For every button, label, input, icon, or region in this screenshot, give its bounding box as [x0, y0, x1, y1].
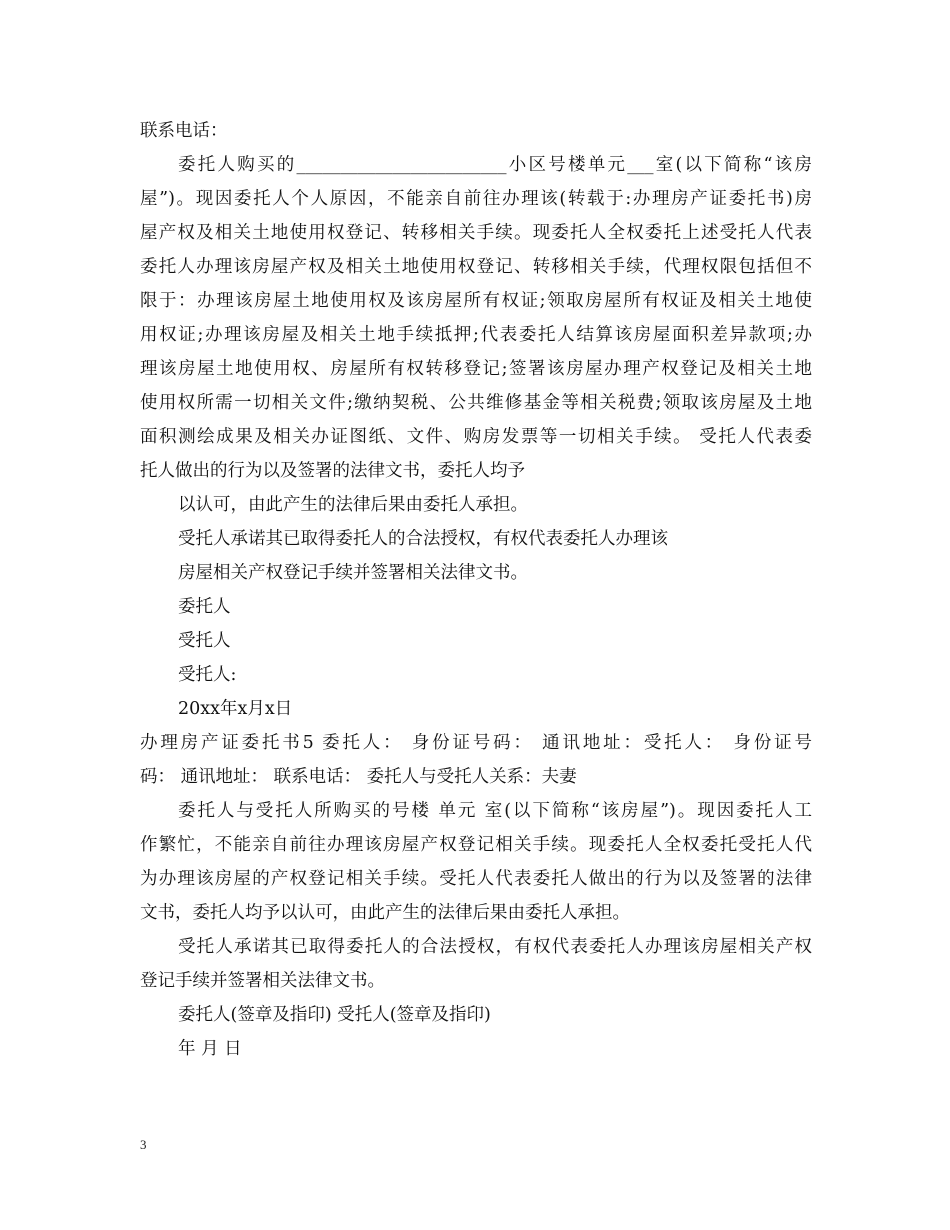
paragraph-line: 为办理该房屋的产权登记相关手续。受托人代表委托人做出的行为以及签署的法律 — [140, 869, 812, 889]
paragraph-line: 以认可，由此产生的法律后果由委托人承担。 — [178, 495, 528, 515]
page-number: 3 — [140, 1137, 147, 1152]
paragraph-line: 委托人购买的________________________小区号楼单元___室(以下简称“该房 — [178, 155, 812, 175]
section-heading-line: 办理房产证委托书5 委托人： 身份证号码： 通讯地址：受托人： 身份证号 — [140, 733, 812, 753]
principal-label: 委托人 — [178, 597, 231, 617]
paragraph-line: 面积测绘成果及相关办证图纸、文件、购房发票等一切相关手续。 受托人代表委 — [140, 427, 812, 447]
paragraph-line: 托人做出的行为以及签署的法律文书，委托人均予 — [140, 461, 525, 481]
agent-label: 受托人: — [178, 665, 237, 685]
signature-line: 委托人(签章及指印) 受托人(签章及指印) — [178, 1005, 491, 1025]
paragraph-line: 屋产权及相关土地使用权登记、转移相关手续。现委托人全权委托上述受托人代表 — [140, 223, 812, 243]
paragraph-line: 码： 通讯地址： 联系电话： 委托人与受托人关系：夫妻 — [140, 767, 577, 787]
paragraph-line: 使用权所需一切相关文件;缴纳契税、公共维修基金等相关税费;领取该房屋及土地 — [140, 393, 812, 413]
paragraph-line: 受托人承诺其已取得委托人的合法授权，有权代表委托人办理该房屋相关产权 — [178, 937, 812, 957]
paragraph-line: 文书，委托人均予以认可，由此产生的法律后果由委托人承担。 — [140, 903, 630, 923]
paragraph-line: 委托人办理该房屋产权及相关土地使用权登记、转移相关手续，代理权限包括但不 — [140, 257, 812, 277]
date-line: 20xx年x月x日 — [178, 699, 293, 719]
paragraph-line: 登记手续并签署相关法律文书。 — [140, 971, 385, 991]
paragraph-line: 委托人与受托人所购买的号楼 单元 室(以下简称“该房屋”)。现因委托人工 — [178, 801, 812, 821]
paragraph-line: 理该房屋土地使用权、房屋所有权转移登记;签署该房屋办理产权登记及相关土地 — [140, 359, 812, 379]
paragraph-line: 用权证;办理该房屋及相关土地手续抵押;代表委托人结算该房屋面积差异款项;办 — [140, 325, 812, 345]
contact-phone-label: 联系电话： — [140, 121, 228, 141]
paragraph-line: 受托人承诺其已取得委托人的合法授权，有权代表委托人办理该 — [178, 529, 668, 549]
agent-label: 受托人 — [178, 631, 231, 651]
paragraph-line: 屋”)。现因委托人个人原因，不能亲自前往办理该(转载于:办理房产证委托书)房 — [140, 189, 812, 209]
date-line: 年 月 日 — [178, 1039, 242, 1059]
paragraph-line: 房屋相关产权登记手续并签署相关法律文书。 — [178, 563, 528, 583]
paragraph-line: 限于：办理该房屋土地使用权及该房屋所有权证;领取房屋所有权证及相关土地使 — [140, 291, 812, 311]
document-body — [140, 114, 812, 1066]
paragraph-line: 作繁忙，不能亲自前往办理该房屋产权登记相关手续。现委托人全权委托受托人代 — [140, 835, 812, 855]
